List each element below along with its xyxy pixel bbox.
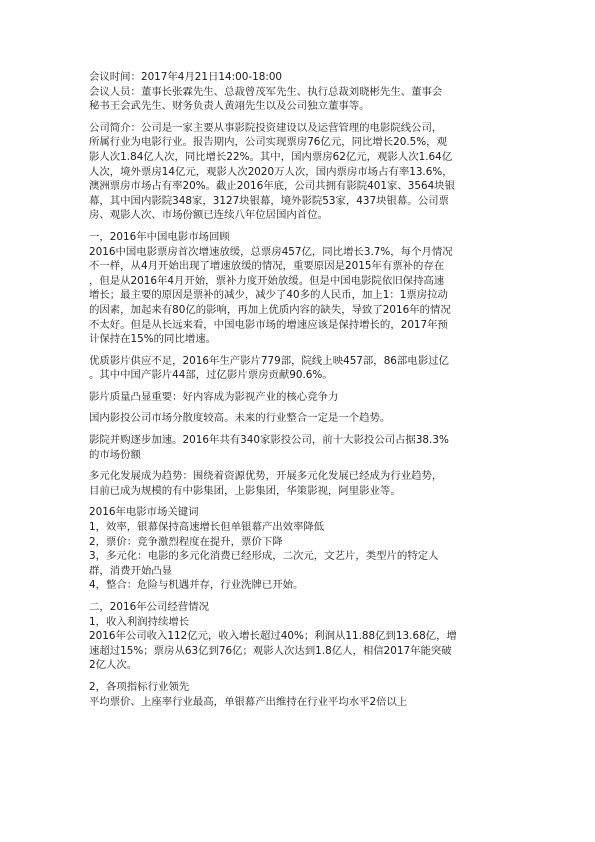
paragraph-line: 不太好。但是从长远来看，中国电影市场的增速应该是保持增长的，2017年预 <box>89 318 448 331</box>
paragraph-line: 多元化发展成为趋势：围绕着资源优势，开展多元化发展已经成为行业趋势， <box>89 470 443 483</box>
intro-line: 房、观影人次、市场份额已连续八年位居国内首位。 <box>89 209 328 222</box>
keywords-section <box>89 505 505 593</box>
paragraph-line: 。其中中国产影片44部，过亿影片票房贡献90.6%。 <box>89 369 333 382</box>
keyword-item: 2，票价：竞争激烈程度在提升，票价下降 <box>89 535 283 548</box>
diversify-paragraph <box>89 469 505 498</box>
paragraph-line: 的市场份额 <box>89 448 141 461</box>
quality-paragraph <box>89 390 505 405</box>
indicators-section <box>89 680 505 709</box>
paragraph-line: 2亿人次。 <box>89 659 138 672</box>
company-intro <box>89 121 505 223</box>
intro-line: 公司简介：公司是一家主要从事影院投资建设以及运营管理的电影院线公司， <box>89 121 443 134</box>
intro-line: 幕，其中国内影院348家，3127块银幕，境外影院53家，437块银幕。公司票 <box>89 194 449 207</box>
paragraph-line: 目前已成为规模的有中影集团，上影集团，华策影视，阿里影业等。 <box>89 484 401 497</box>
meeting-time: 会议时间：2017年4月21日14:00-18:00 <box>89 71 283 83</box>
keyword-item: 1，效率，银幕保持高速增长但单银幕产出效率降低 <box>89 521 325 534</box>
paragraph-line: 2016年公司收入112亿元，收入增长超过40%；利润从11.88亿到13.68亿，增 <box>89 630 457 643</box>
document-body <box>89 70 505 716</box>
keyword-item: 群，消费开始凸显 <box>89 564 173 577</box>
merger-paragraph <box>89 433 505 462</box>
section-heading: 二，2016年公司经营情况 <box>89 601 209 613</box>
meeting-attendees-line: 秘书王会武先生、财务负责人黄翊先生以及公司独立董事等。 <box>89 100 370 113</box>
section-heading: 一，2016年中国电影市场回顾 <box>89 230 230 243</box>
subsection-heading: 2，各项指标行业领先 <box>89 680 190 693</box>
paragraph-line: 增长；最主要的原因是票补的减少，减少了40多的人民币，加上1：1票房拉动 <box>89 289 448 302</box>
meeting-info <box>89 70 505 114</box>
subsection-heading: 1，收入利润持续增长 <box>89 615 190 628</box>
keyword-item: 4，整合：危险与机遇并存，行业洗牌已开始。 <box>89 579 304 592</box>
paragraph-line: 2016中国电影票房首次增速放缓，总票房457亿，同比增长3.7%，每个月情况 <box>89 245 453 258</box>
meeting-attendees-line: 会议人员：董事长张霖先生、总裁曾茂军先生、执行总裁刘晓彬先生、董事会 <box>89 85 443 98</box>
integration-paragraph <box>89 411 505 426</box>
paragraph-line: 优质影片供应不足，2016年生产影片779部，院线上映457部，86部电影过亿 <box>89 354 449 367</box>
paragraph-line: 计保持在15%的同比增速。 <box>89 333 216 346</box>
section-market-review <box>89 230 505 347</box>
section-company-operations <box>89 600 505 673</box>
paragraph-line: ，但是从2016年4月开始，票补力度开始放缓。但是中国电影院依旧保持高速 <box>89 274 445 287</box>
paragraph-line: 的因素，加起来有80亿的影响，再加上优质内容的缺失，导致了2016年的情况 <box>89 303 451 316</box>
section-heading: 2016年电影市场关键词 <box>89 506 199 519</box>
paragraph-line: 速超过15%；票房从63亿到76亿；观影人次达到1.8亿人，相信2017年能突破 <box>89 644 452 657</box>
paragraph-line: 平均票价、上座率行业最高，单银幕产出维持在行业平均水平2倍以上 <box>89 695 408 708</box>
intro-line: 人次，境外票房14亿元，观影人次2020万人次，国内票房市场占有率13.6%， <box>89 165 453 178</box>
keyword-item: 3，多元化：电影的多元化消费已经形成，二次元，文艺片，类型片的特定人 <box>89 550 439 563</box>
paragraph-line: 影片质量凸显重要：好内容成为影视产业的核心竞争力 <box>89 390 339 403</box>
intro-line: 澳洲票房市场占有率20%。截止2016年底，公司共拥有影院401家、3564块银 <box>89 180 455 193</box>
supply-paragraph <box>89 354 505 383</box>
intro-line: 所属行业为电影行业。报告期内，公司实现票房76亿元，同比增长20.5%，观 <box>89 136 447 149</box>
intro-line: 影人次1.84亿人次，同比增长22%。其中，国内票房62亿元，观影人次1.64亿 <box>89 150 453 163</box>
paragraph-line: 不一样，从4月开始出现了增速放缓的情况，重要原因是2015年有票补的存在 <box>89 260 445 273</box>
paragraph-line: 影院并购逐步加速。2016年共有340家影投公司，前十大影投公司占据38.3% <box>89 434 449 447</box>
paragraph-line: 国内影投公司市场分散度较高。未来的行业整合一定是一个趋势。 <box>89 412 391 425</box>
